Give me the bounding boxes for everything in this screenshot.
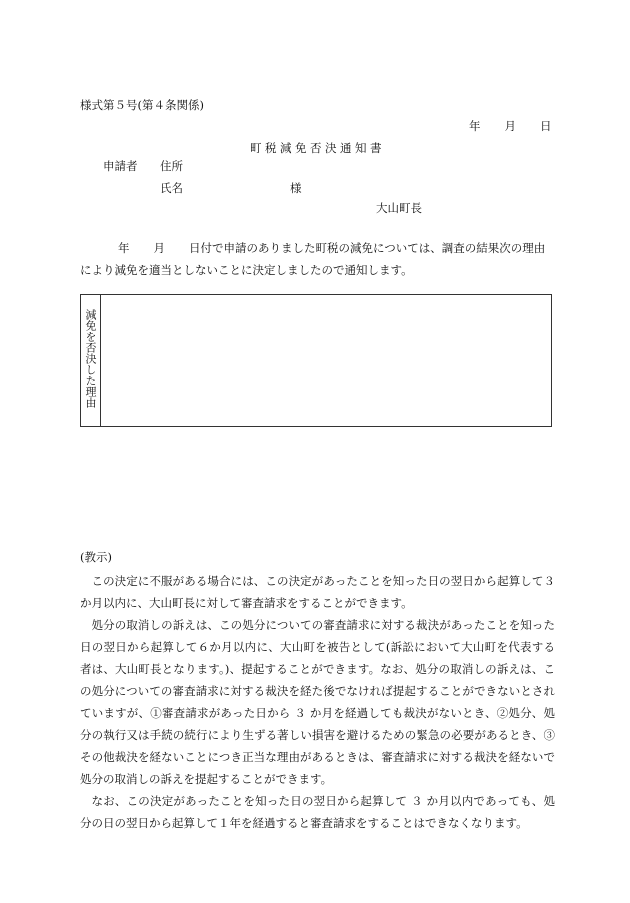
notice-body [80, 570, 555, 834]
notice-paragraph: 処分の取消しの訴えは、この処分についての審査請求に対する裁決があったことを知った日の翌日から起算して６か月以内に、大山町を被告として(訴訟において大山町を代表する者は、大山町長となります。)、提起することができます。なお、処分の取消しの訴えは、この処分についての審査請求に対する裁決を経た後でなければ提起することができないとされていますが、①審査請求があった日から ３ か月を経過しても裁決がないとき、②処分、処分の執行又は手続の続行により生ずる著しい損害を避けるための緊急の必要があるとき、③その他裁決を経ないことにつき正当な理由があるときは、審査請求に対する裁決を経ないで処分の取消しの訴えを提起することができます。 [80, 618, 555, 786]
date-line [469, 118, 552, 134]
form-number: 様式第５号(第４条関係) [80, 98, 204, 112]
reason-content [102, 295, 551, 426]
date-month: 月 [504, 119, 516, 133]
date-year: 年 [469, 119, 481, 133]
notice-paragraph: この決定に不服がある場合には、この決定があったことを知った日の翌日から起算して３か月以内に、大山町長に対して審査請求をすることができます。 [80, 574, 555, 610]
body-text [80, 237, 555, 281]
address-label: 住所 [160, 159, 183, 173]
date-day: 日 [540, 119, 552, 133]
issuer: 大山町長 [376, 201, 422, 215]
body-year: 年 [118, 241, 130, 255]
document-title: 町税減免否決通知書 [250, 141, 385, 155]
honorific: 様 [290, 181, 302, 195]
notice-heading: (教示) [80, 550, 112, 564]
body-month: 月 [153, 241, 165, 255]
reason-label: 減免を否決した理由 [81, 295, 101, 426]
name-label: 氏名 [160, 181, 183, 195]
body-sentence: 日付で申請のありました町税の減免については、調査の結果次の理由により減免を適当としないことに決定しましたので通知します。 [80, 241, 546, 277]
reason-box [80, 294, 552, 427]
applicant-label: 申請者 [103, 159, 138, 173]
notice-paragraph: なお、この決定があったことを知った日の翌日から起算して ３ か月以内であっても、処分の日の翌日から起算して１年を経過すると審査請求をすることはできなくなります。 [80, 794, 555, 830]
